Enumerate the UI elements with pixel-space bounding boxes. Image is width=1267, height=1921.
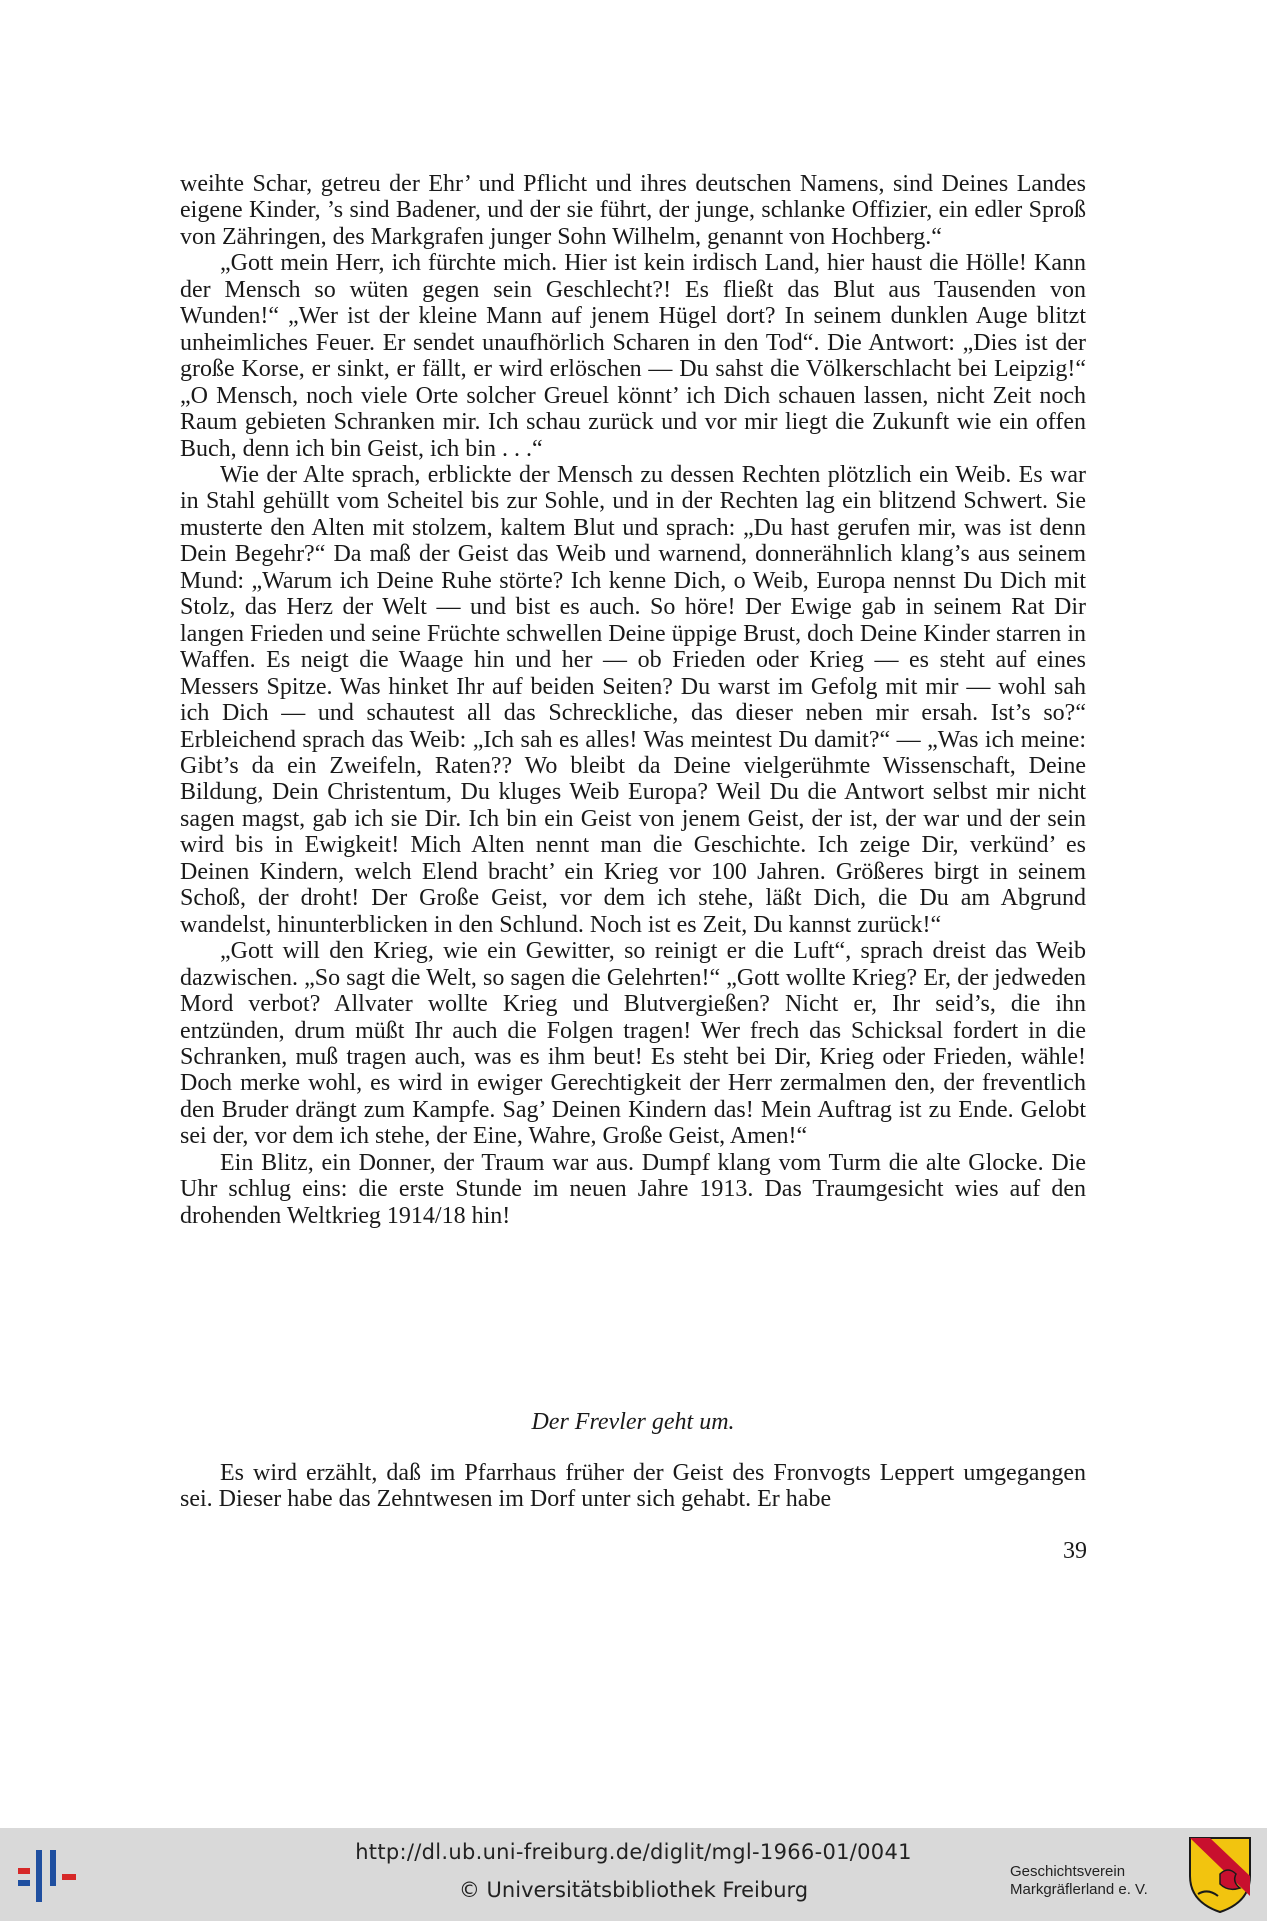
footer-bar [0,1828,1267,1921]
coat-of-arms-icon [1188,1836,1252,1914]
footer-url-link[interactable]: http://dl.ub.uni-freiburg.de/diglit/mgl-1966-01/0041 [355,1840,912,1864]
body-text [180,171,1086,1229]
section-heading: Der Frevler geht um. [531,1409,735,1435]
section-body [180,1460,1086,1513]
paragraph-3: Wie der Alte sprach, erblickte der Mensch zu dessen Rechten plötzlich ein Weib. Es war in Stahl gehüllt vom Scheitel bis zur Sohle, und in der Rechten lag ein blitzend Schwert. Sie musterte den Alten mit stolzem, kaltem Blut und sprach: „Du hast gerufen mir, was ist denn Dein Begehr?“ Da maß der Geist das Weib und warnend, donnerähnlich klang’s aus seinem Mund: „Warum ich Deine Ruhe störte? Ich kenne Dich, o Weib, Europa nennst Du Dich mit Stolz, das Herz der Welt — und bist es auch. So höre! Der Ewige gab in seinem Rat Dir langen Frieden und seine Früchte schwellen Deine üppige Brust, doch Deine Kinder starren in Waffen. Es neigt die Waage hin und her — ob Frieden oder Krieg — es steht auf eines Messers Spitze. Was hinket Ihr auf beiden Seiten? Du warst im Gefolg mit mir — wohl sah ich Dich — und schautest all das Schreckliche, das dieser neben mir ersah. Ist’s so?“ Erbleichend sprach das Weib: „Ich sah es alles! Was meintest Du damit?“ — „Was ich meine: Gibt’s da ein Zweifeln, Raten?? Wo bleibt da Deine vielgerühmte Wissenschaft, Deine Bildung, Dein Christentum, Du kluges Weib Europa? Weil Du die Antwort selbst mir nicht sagen magst, gab ich sie Dir. Ich bin ein Geist von jenem Geist, der ist, der war und der sein wird bis in Ewigkeit! Mich Alten nennt man die Geschichte. Ich zeige Dir, verkünd’ es Deinen Kindern, welch Elend bracht’ ein Krieg vor 100 Jahren. Größeres birgt in seinem Schoß, der droht! Der Große Geist, vor dem ich stehe, läßt Dich, die Du am Abgrund wandelst, hinunterblicken in den Schlund. Noch ist es Zeit, Du kannst zurück!“ [180,461,1086,938]
org-line-1: Geschichtsverein [1010,1863,1126,1880]
paragraph-4: „Gott will den Krieg, wie ein Gewitter, so reinigt er die Luft“, sprach dreist das Weib dazwischen. „So sagt die Welt, so sagen die Gelehrten!“ „Gott wollte Krieg? Er, der jedweden Mord verbot? Allvater wollte Krieg und Blutvergießen? Nicht er, Ihr seid’s, die ihn entzünden, drum müßt Ihr auch die Folgen tragen! Wer frech das Schicksal fordert in die Schranken, muß tragen auch, was es ihm beut! Es steht bei Dir, Krieg oder Frieden, wähle! Doch merke wohl, es wird in ewiger Gerechtigkeit der Herr zermalmen den, der freventlich den Bruder drängt zum Kampfe. Sag’ Deinen Kindern das! Mein Auftrag ist zu Ende. Gelobt sei der, vor dem ich stehe, der Eine, Wahre, Große Geist, Amen!“ [180,938,1086,1150]
paragraph-2: „Gott mein Herr, ich fürchte mich. Hier ist kein irdisch Land, hier haust die Hölle! Kann der Mensch so wüten gegen sein Geschlecht?! Es fließt das Blut aus Tausenden von Wunden!“ „Wer ist der kleine Mann auf jenem Hügel dort? In seinem dunklen Auge blitzt unheimliches Feuer. Er sendet unaufhörlich Scharen in den Tod“. Die Antwort: „Dies ist der große Korse, er sinkt, er fällt, er wird erlöschen — Du sahst die Völkerschlacht bei Leipzig!“ „O Mensch, noch viele Orte solcher Greuel könnt’ ich Dich schauen lassen, nicht Zeit noch Raum gebieten Schranken mir. Ich schau zurück und vor mir liegt die Zukunft wie ein offen Buch, denn ich bin Geist, ich bin . . .“ [180,250,1086,462]
page-number: 39 [1063,1538,1087,1564]
paragraph-5: Ein Blitz, ein Donner, der Traum war aus. Dumpf klang vom Turm die alte Glocke. Die Uhr schlug eins: die erste Stunde im neuen Jahre 1913. Das Traumgesicht wies auf den drohenden Weltkrieg 1914/18 hin! [180,1149,1086,1229]
section-paragraph: Es wird erzählt, daß im Pfarrhaus früher der Geist des Fronvogts Leppert umgegangen sei. Dieser habe das Zehntwesen im Dorf unter sich gehabt. Er habe [180,1460,1086,1513]
footer-organization [1010,1863,1180,1899]
footer-copyright: © Universitätsbibliothek Freiburg [458,1878,809,1902]
org-line-2: Markgräflerland e. V. [1010,1881,1148,1898]
paragraph-1: weihte Schar, getreu der Ehr’ und Pflicht und ihres deutschen Namens, sind Deines Landes eigene Kinder, ’s sind Badener, und der sie führt, der junge, schlanke Offizier, ein edler Sproß von Zähringen, des Markgrafen junger Sohn Wilhelm, genannt von Hochberg.“ [180,171,1086,250]
